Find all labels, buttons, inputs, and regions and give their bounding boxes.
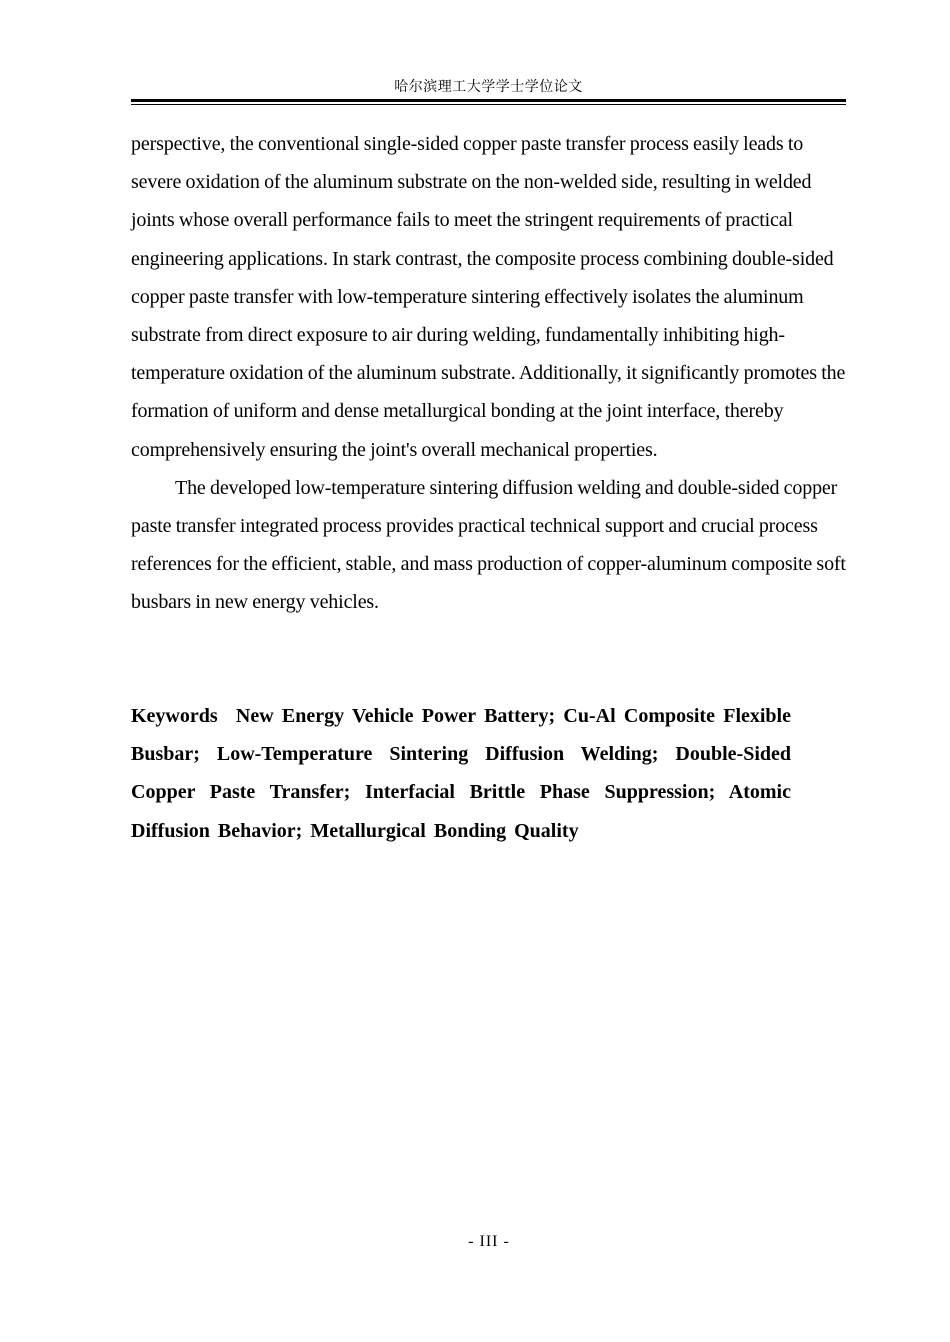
keywords-section bbox=[131, 697, 791, 850]
page-number: - III - bbox=[468, 1233, 510, 1250]
abstract-paragraph-continued: perspective, the conventional single-sided copper paste transfer process easily leads to severe oxidation of the aluminum substrate on the non-welded side, resulting in welded joints whose overall performance fails to meet the stringent requirements of practical engineering applications. In stark contrast, the composite process combining double-sided copper paste transfer with low-temperature sintering effectively isolates the aluminum substrate from direct exposure to air during welding, fundamentally inhibiting high-temperature oxidation of the aluminum substrate. Additionally, it significantly promotes the formation of uniform and dense metallurgical bonding at the joint interface, thereby comprehensively ensuring the joint's overall mechanical properties. bbox=[131, 133, 846, 461]
keywords-label: Keywords bbox=[131, 705, 218, 727]
keywords-list: New Energy Vehicle Power Battery; Cu-Al Composite Flexible Busbar; Low-Temperature Sintering Diffusion Welding; Double-Sided Copper Paste Transfer; Interfacial Brittle Phase Suppression; Atomic Diffusion Behavior; Metallurgical Bonding Quality bbox=[131, 705, 791, 842]
header-rule-thick bbox=[131, 99, 846, 102]
abstract-body bbox=[131, 125, 847, 622]
abstract-paragraph-conclusion: The developed low-temperature sintering diffusion welding and double-sided copper paste transfer integrated process provides practical technical support and crucial process references for the efficient, stable, and mass production of copper-aluminum composite soft busbars in new energy vehicles. bbox=[131, 476, 846, 614]
header-rule-thin bbox=[131, 104, 846, 105]
running-header: 哈尔滨理工大学学士学位论文 bbox=[394, 79, 583, 95]
